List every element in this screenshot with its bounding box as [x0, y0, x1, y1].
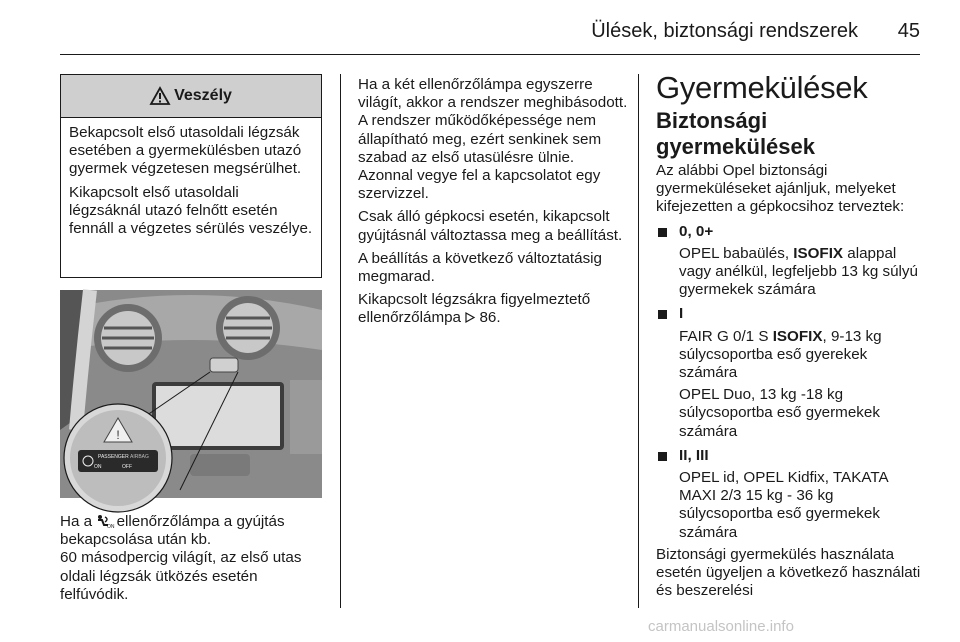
bullet-icon — [658, 228, 667, 237]
subsection-heading: Biztonsági gyermekülések — [656, 108, 815, 159]
middle-paragraph-2: Csak álló gépkocsi esetén, kikapcsolt gyújtásnál változtassa meg a beállítást. — [358, 208, 623, 244]
group-description: OPEL babaülés, ISOFIX alappal vagy anélkül, legfeljebb 13 kg súlyú gyermekek számára — [679, 244, 918, 299]
svg-text:!: ! — [116, 428, 120, 442]
caption-lead: Ha a — [60, 513, 93, 530]
photo-label-passenger: PASSENGER — [98, 454, 129, 460]
dashboard-airbag-photo — [60, 290, 322, 498]
list-item — [656, 223, 924, 241]
middle-paragraph-4: Kikapcsolt légzsákra figyelmeztető ellenőrzőlámpa — [358, 291, 591, 327]
page-header — [60, 18, 920, 55]
warning-paragraph-1: Bekapcsolt első utasoldali légzsák esetében a gyermekülésben utazó gyermek végzetesen megsérülhet. — [69, 124, 302, 177]
warning-title: Veszély — [174, 87, 232, 104]
warning-triangle-icon — [150, 86, 170, 106]
photo-label-off: OFF — [122, 464, 132, 470]
page-reference-link[interactable]: 86. — [479, 309, 501, 327]
photo-caption — [60, 513, 328, 604]
column-divider-left — [340, 74, 341, 608]
middle-column — [358, 76, 630, 333]
column-divider-right — [638, 74, 639, 608]
middle-paragraph-3: A beállítás a következő változtatásig megmarad. — [358, 249, 602, 286]
page-reference-arrow-icon — [465, 312, 475, 323]
list-item — [656, 447, 924, 465]
list-item — [656, 305, 924, 323]
watermark: carmanualsonline.info — [648, 618, 794, 635]
airbag-indicator-callout — [64, 404, 172, 512]
group-label: II, III — [679, 446, 709, 464]
group-label: I — [679, 305, 684, 323]
airbag-on-indicator-icon — [96, 514, 115, 530]
danger-warning-box — [60, 74, 322, 278]
warning-paragraph-2: Kikapcsolt első utasoldali légzsáknál utazó felnőtt esetén fennáll a végzetes sérülés veszélye. — [69, 184, 313, 237]
group-description: FAIR G 0/1 S ISOFIX, 9-13 kg súlycsoportba eső gyerekek számára — [679, 327, 882, 382]
intro-text: Az alábbi Opel biztonsági gyermeküléseket ajánljuk, melyeket kifejezetten a gépkocsihoz terveztek: — [656, 162, 905, 216]
caption-text: ellenőrzőlámpa a gyújtás bekapcsolása után kb. — [60, 513, 285, 549]
dashboard-illustration — [60, 290, 322, 498]
svg-text:ON: ON — [107, 524, 115, 530]
left-air-vent — [94, 304, 162, 372]
photo-label-airbag: AIRBAG — [130, 454, 149, 460]
photo-label-on: ON — [94, 464, 102, 470]
outro-text: Biztonsági gyermekülés használata esetén ügyeljen a következő használati és beszerelési — [656, 545, 921, 600]
right-column — [656, 70, 924, 600]
page-number: 45 — [897, 20, 920, 42]
bullet-icon — [658, 452, 667, 461]
bullet-icon — [658, 310, 667, 319]
warning-header — [61, 75, 321, 118]
group-description: OPEL id, OPEL Kidfix, TAKATA MAXI 2/3 15 kg - 36 kg súlycsoportba eső gyermekek számára — [679, 469, 888, 541]
group-label: 0, 0+ — [679, 222, 714, 240]
right-air-vent — [216, 296, 280, 360]
page-title: Ülések, biztonsági rendszerek — [591, 20, 858, 42]
group-description: OPEL Duo, 13 kg -18 kg súlycsoportba eső gyermekek számára — [679, 386, 880, 440]
section-heading: Gyermekülések — [656, 70, 868, 105]
caption-text-2: 60 másodpercig világít, az első utas oldali légzsák ütközés esetén felfúvódik. — [60, 549, 302, 603]
middle-paragraph-1: Ha a két ellenőrzőlámpa egyszerre világít, akkor a rendszer meghibásodott. A rendszer működőképessége nem állapítható meg, ezért senkinek sem szabad az első utasülésre ülnie. Azonnal vegye fel a kapcsolatot egy szervizzel. — [358, 76, 628, 203]
